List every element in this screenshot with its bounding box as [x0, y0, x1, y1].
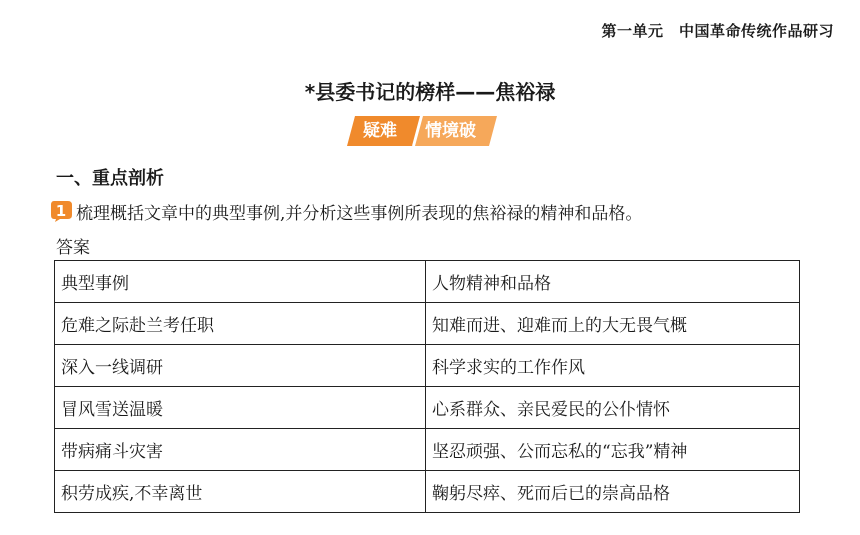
section-banner	[347, 116, 497, 146]
question-line	[50, 198, 642, 224]
question-text: 梳理概括文章中的典型事例,并分析这些事例所表现的焦裕禄的精神和品格。	[76, 203, 643, 224]
question-number: 1	[55, 202, 67, 220]
table-row	[55, 471, 800, 513]
table-cell: 危难之际赴兰考任职	[55, 303, 426, 345]
question-number-badge	[50, 200, 74, 222]
table-cell: 深入一线调研	[55, 345, 426, 387]
table-row	[55, 345, 800, 387]
table-cell: 带病痛斗灾害	[55, 429, 426, 471]
page-title: *县委书记的榜样——焦裕禄	[304, 80, 556, 104]
table-row	[55, 387, 800, 429]
banner-right-label: 情境破	[425, 121, 476, 141]
table-row	[55, 303, 800, 345]
answer-table	[54, 260, 800, 513]
table-cell: 冒风雪送温暖	[55, 387, 426, 429]
table-cell: 坚忍顽强、公而忘私的“忘我”精神	[426, 429, 800, 471]
table-cell: 积劳成疾,不幸离世	[55, 471, 426, 513]
table-header-row	[55, 261, 800, 303]
unit-title: 第一单元 中国革命传统作品研习	[601, 22, 834, 40]
table-cell: 心系群众、亲民爱民的公仆情怀	[426, 387, 800, 429]
table-header-cell: 典型事例	[55, 261, 426, 303]
table-header-cell: 人物精神和品格	[426, 261, 800, 303]
table-cell: 科学求实的工作作风	[426, 345, 800, 387]
banner-left-label: 疑难	[363, 121, 397, 141]
section-heading: 一、重点剖析	[56, 168, 164, 189]
answer-label: 答案	[56, 238, 90, 258]
table-row	[55, 429, 800, 471]
table-cell: 鞠躬尽瘁、死而后已的崇高品格	[426, 471, 800, 513]
table-cell: 知难而进、迎难而上的大无畏气概	[426, 303, 800, 345]
